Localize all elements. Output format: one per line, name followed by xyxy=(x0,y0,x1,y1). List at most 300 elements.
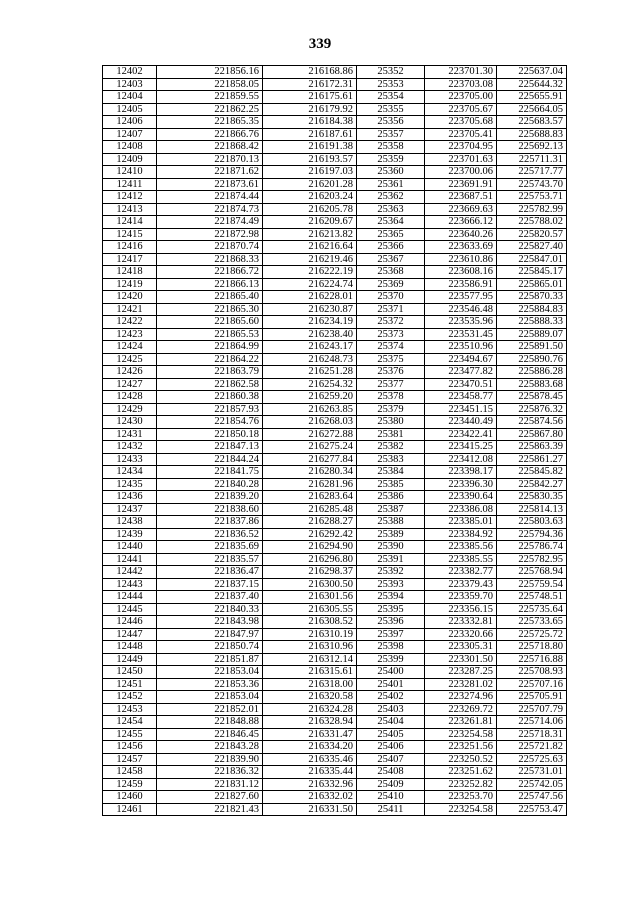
point-id-b-cell: 25377 xyxy=(357,378,425,391)
y-coordinate-a-cell: 216332.02 xyxy=(263,791,357,804)
x-coordinate-b-cell: 223451.15 xyxy=(425,403,497,416)
y-coordinate-b-cell: 225743.70 xyxy=(497,178,567,191)
x-coordinate-a-cell: 221831.12 xyxy=(157,778,263,791)
table-row xyxy=(103,553,567,566)
table-row xyxy=(103,403,567,416)
x-coordinate-a-cell: 221863.79 xyxy=(157,366,263,379)
x-coordinate-a-cell: 221862.58 xyxy=(157,378,263,391)
y-coordinate-b-cell: 225820.57 xyxy=(497,228,567,241)
x-coordinate-b-cell: 223610.86 xyxy=(425,253,497,266)
point-id-a-cell: 12447 xyxy=(103,628,157,641)
x-coordinate-b-cell: 223691.91 xyxy=(425,178,497,191)
y-coordinate-b-cell: 225876.32 xyxy=(497,403,567,416)
y-coordinate-a-cell: 216184.38 xyxy=(263,116,357,129)
y-coordinate-b-cell: 225827.40 xyxy=(497,241,567,254)
y-coordinate-b-cell: 225814.13 xyxy=(497,503,567,516)
point-id-b-cell: 25355 xyxy=(357,103,425,116)
point-id-a-cell: 12420 xyxy=(103,291,157,304)
x-coordinate-a-cell: 221859.55 xyxy=(157,91,263,104)
point-id-b-cell: 25354 xyxy=(357,91,425,104)
x-coordinate-b-cell: 223281.02 xyxy=(425,678,497,691)
x-coordinate-a-cell: 221873.61 xyxy=(157,178,263,191)
y-coordinate-a-cell: 216277.84 xyxy=(263,453,357,466)
y-coordinate-b-cell: 225708.93 xyxy=(497,666,567,679)
point-id-a-cell: 12415 xyxy=(103,228,157,241)
table-row xyxy=(103,616,567,629)
point-id-b-cell: 25386 xyxy=(357,491,425,504)
table-row xyxy=(103,103,567,116)
y-coordinate-a-cell: 216216.64 xyxy=(263,241,357,254)
x-coordinate-a-cell: 221843.28 xyxy=(157,741,263,754)
x-coordinate-b-cell: 223704.95 xyxy=(425,141,497,154)
y-coordinate-a-cell: 216310.96 xyxy=(263,641,357,654)
page-number: 339 xyxy=(308,36,332,52)
x-coordinate-b-cell: 223669.63 xyxy=(425,203,497,216)
x-coordinate-b-cell: 223301.50 xyxy=(425,653,497,666)
point-id-b-cell: 25394 xyxy=(357,591,425,604)
y-coordinate-a-cell: 216275.24 xyxy=(263,441,357,454)
point-id-a-cell: 12446 xyxy=(103,616,157,629)
point-id-b-cell: 25358 xyxy=(357,141,425,154)
point-id-a-cell: 12436 xyxy=(103,491,157,504)
y-coordinate-a-cell: 216310.19 xyxy=(263,628,357,641)
x-coordinate-a-cell: 221865.60 xyxy=(157,316,263,329)
y-coordinate-b-cell: 225714.06 xyxy=(497,716,567,729)
y-coordinate-b-cell: 225842.27 xyxy=(497,478,567,491)
point-id-a-cell: 12409 xyxy=(103,153,157,166)
y-coordinate-b-cell: 225718.80 xyxy=(497,641,567,654)
y-coordinate-b-cell: 225742.05 xyxy=(497,778,567,791)
table-row xyxy=(103,378,567,391)
y-coordinate-b-cell: 225845.17 xyxy=(497,266,567,279)
x-coordinate-a-cell: 221874.49 xyxy=(157,216,263,229)
point-id-a-cell: 12423 xyxy=(103,328,157,341)
x-coordinate-b-cell: 223546.48 xyxy=(425,303,497,316)
x-coordinate-a-cell: 221821.43 xyxy=(157,803,263,816)
x-coordinate-b-cell: 223700.06 xyxy=(425,166,497,179)
point-id-a-cell: 12456 xyxy=(103,741,157,754)
point-id-b-cell: 25401 xyxy=(357,678,425,691)
point-id-b-cell: 25356 xyxy=(357,116,425,129)
point-id-b-cell: 25391 xyxy=(357,553,425,566)
x-coordinate-a-cell: 221865.53 xyxy=(157,328,263,341)
y-coordinate-a-cell: 216294.90 xyxy=(263,541,357,554)
point-id-a-cell: 12427 xyxy=(103,378,157,391)
table-row xyxy=(103,78,567,91)
x-coordinate-a-cell: 221853.36 xyxy=(157,678,263,691)
point-id-b-cell: 25400 xyxy=(357,666,425,679)
y-coordinate-a-cell: 216179.92 xyxy=(263,103,357,116)
y-coordinate-b-cell: 225637.04 xyxy=(497,66,567,79)
point-id-a-cell: 12414 xyxy=(103,216,157,229)
x-coordinate-b-cell: 223701.63 xyxy=(425,153,497,166)
x-coordinate-b-cell: 223253.70 xyxy=(425,791,497,804)
point-id-a-cell: 12419 xyxy=(103,278,157,291)
x-coordinate-b-cell: 223415.25 xyxy=(425,441,497,454)
point-id-a-cell: 12444 xyxy=(103,591,157,604)
y-coordinate-a-cell: 216292.42 xyxy=(263,528,357,541)
x-coordinate-a-cell: 221827.60 xyxy=(157,791,263,804)
point-id-b-cell: 25367 xyxy=(357,253,425,266)
y-coordinate-a-cell: 216248.73 xyxy=(263,353,357,366)
point-id-a-cell: 12421 xyxy=(103,303,157,316)
table-row xyxy=(103,366,567,379)
x-coordinate-a-cell: 221864.22 xyxy=(157,353,263,366)
y-coordinate-a-cell: 216263.85 xyxy=(263,403,357,416)
y-coordinate-a-cell: 216243.17 xyxy=(263,341,357,354)
point-id-a-cell: 12410 xyxy=(103,166,157,179)
table-row xyxy=(103,528,567,541)
table-row xyxy=(103,478,567,491)
x-coordinate-a-cell: 221874.73 xyxy=(157,203,263,216)
y-coordinate-a-cell: 216298.37 xyxy=(263,566,357,579)
y-coordinate-a-cell: 216296.80 xyxy=(263,553,357,566)
point-id-a-cell: 12454 xyxy=(103,716,157,729)
x-coordinate-b-cell: 223705.00 xyxy=(425,91,497,104)
y-coordinate-b-cell: 225748.51 xyxy=(497,591,567,604)
y-coordinate-b-cell: 225788.02 xyxy=(497,216,567,229)
point-id-a-cell: 12458 xyxy=(103,766,157,779)
y-coordinate-a-cell: 216312.14 xyxy=(263,653,357,666)
y-coordinate-b-cell: 225878.45 xyxy=(497,391,567,404)
table-row xyxy=(103,578,567,591)
point-id-b-cell: 25396 xyxy=(357,616,425,629)
point-id-a-cell: 12449 xyxy=(103,653,157,666)
table-row xyxy=(103,666,567,679)
x-coordinate-a-cell: 221838.60 xyxy=(157,503,263,516)
x-coordinate-b-cell: 223666.12 xyxy=(425,216,497,229)
y-coordinate-a-cell: 216191.38 xyxy=(263,141,357,154)
point-id-a-cell: 12403 xyxy=(103,78,157,91)
y-coordinate-b-cell: 225753.47 xyxy=(497,803,567,816)
point-id-b-cell: 25374 xyxy=(357,341,425,354)
table-row xyxy=(103,678,567,691)
y-coordinate-a-cell: 216288.27 xyxy=(263,516,357,529)
x-coordinate-a-cell: 221866.76 xyxy=(157,128,263,141)
table-row xyxy=(103,603,567,616)
point-id-b-cell: 25379 xyxy=(357,403,425,416)
y-coordinate-b-cell: 225664.05 xyxy=(497,103,567,116)
y-coordinate-a-cell: 216324.28 xyxy=(263,703,357,716)
table-row xyxy=(103,141,567,154)
point-id-b-cell: 25410 xyxy=(357,791,425,804)
point-id-a-cell: 12441 xyxy=(103,553,157,566)
point-id-a-cell: 12440 xyxy=(103,541,157,554)
table-row xyxy=(103,753,567,766)
point-id-b-cell: 25388 xyxy=(357,516,425,529)
x-coordinate-b-cell: 223412.08 xyxy=(425,453,497,466)
x-coordinate-b-cell: 223608.16 xyxy=(425,266,497,279)
y-coordinate-b-cell: 225705.91 xyxy=(497,691,567,704)
x-coordinate-b-cell: 223261.81 xyxy=(425,716,497,729)
table-row xyxy=(103,778,567,791)
point-id-b-cell: 25407 xyxy=(357,753,425,766)
point-id-b-cell: 25363 xyxy=(357,203,425,216)
point-id-a-cell: 12459 xyxy=(103,778,157,791)
y-coordinate-b-cell: 225865.01 xyxy=(497,278,567,291)
y-coordinate-b-cell: 225782.99 xyxy=(497,203,567,216)
point-id-a-cell: 12428 xyxy=(103,391,157,404)
y-coordinate-a-cell: 216238.40 xyxy=(263,328,357,341)
x-coordinate-a-cell: 221865.35 xyxy=(157,116,263,129)
y-coordinate-b-cell: 225870.33 xyxy=(497,291,567,304)
table-row xyxy=(103,116,567,129)
x-coordinate-b-cell: 223577.95 xyxy=(425,291,497,304)
table-row xyxy=(103,541,567,554)
point-id-b-cell: 25384 xyxy=(357,466,425,479)
table-row xyxy=(103,191,567,204)
x-coordinate-b-cell: 223535.96 xyxy=(425,316,497,329)
x-coordinate-a-cell: 221866.13 xyxy=(157,278,263,291)
point-id-b-cell: 25382 xyxy=(357,441,425,454)
point-id-b-cell: 25397 xyxy=(357,628,425,641)
point-id-a-cell: 12453 xyxy=(103,703,157,716)
point-id-a-cell: 12439 xyxy=(103,528,157,541)
x-coordinate-a-cell: 221870.74 xyxy=(157,241,263,254)
x-coordinate-b-cell: 223705.68 xyxy=(425,116,497,129)
table-row xyxy=(103,178,567,191)
x-coordinate-a-cell: 221837.86 xyxy=(157,516,263,529)
point-id-a-cell: 12422 xyxy=(103,316,157,329)
y-coordinate-a-cell: 216234.19 xyxy=(263,316,357,329)
table-row xyxy=(103,503,567,516)
y-coordinate-a-cell: 216300.50 xyxy=(263,578,357,591)
y-coordinate-a-cell: 216283.64 xyxy=(263,491,357,504)
point-id-b-cell: 25375 xyxy=(357,353,425,366)
point-id-b-cell: 25405 xyxy=(357,728,425,741)
x-coordinate-a-cell: 221864.99 xyxy=(157,341,263,354)
y-coordinate-a-cell: 216197.03 xyxy=(263,166,357,179)
x-coordinate-b-cell: 223390.64 xyxy=(425,491,497,504)
x-coordinate-a-cell: 221844.24 xyxy=(157,453,263,466)
table-row xyxy=(103,491,567,504)
x-coordinate-a-cell: 221850.74 xyxy=(157,641,263,654)
y-coordinate-a-cell: 216335.44 xyxy=(263,766,357,779)
table-row xyxy=(103,341,567,354)
x-coordinate-b-cell: 223382.77 xyxy=(425,566,497,579)
table-row xyxy=(103,453,567,466)
x-coordinate-a-cell: 221872.98 xyxy=(157,228,263,241)
y-coordinate-a-cell: 216331.50 xyxy=(263,803,357,816)
x-coordinate-b-cell: 223422.41 xyxy=(425,428,497,441)
point-id-b-cell: 25369 xyxy=(357,278,425,291)
point-id-a-cell: 12411 xyxy=(103,178,157,191)
x-coordinate-a-cell: 221853.04 xyxy=(157,666,263,679)
point-id-a-cell: 12402 xyxy=(103,66,157,79)
x-coordinate-a-cell: 221852.01 xyxy=(157,703,263,716)
y-coordinate-b-cell: 225717.77 xyxy=(497,166,567,179)
y-coordinate-a-cell: 216251.28 xyxy=(263,366,357,379)
x-coordinate-b-cell: 223703.08 xyxy=(425,78,497,91)
y-coordinate-a-cell: 216335.46 xyxy=(263,753,357,766)
table-row xyxy=(103,128,567,141)
x-coordinate-a-cell: 221839.20 xyxy=(157,491,263,504)
y-coordinate-b-cell: 225683.57 xyxy=(497,116,567,129)
point-id-b-cell: 25390 xyxy=(357,541,425,554)
table-row xyxy=(103,728,567,741)
y-coordinate-b-cell: 225867.80 xyxy=(497,428,567,441)
point-id-a-cell: 12461 xyxy=(103,803,157,816)
y-coordinate-b-cell: 225725.63 xyxy=(497,753,567,766)
x-coordinate-a-cell: 221868.42 xyxy=(157,141,263,154)
x-coordinate-b-cell: 223705.67 xyxy=(425,103,497,116)
x-coordinate-b-cell: 223287.25 xyxy=(425,666,497,679)
x-coordinate-b-cell: 223477.82 xyxy=(425,366,497,379)
y-coordinate-a-cell: 216219.46 xyxy=(263,253,357,266)
table-row xyxy=(103,353,567,366)
x-coordinate-a-cell: 221870.13 xyxy=(157,153,263,166)
point-id-b-cell: 25370 xyxy=(357,291,425,304)
point-id-a-cell: 12451 xyxy=(103,678,157,691)
table-row xyxy=(103,241,567,254)
y-coordinate-a-cell: 216175.61 xyxy=(263,91,357,104)
x-coordinate-b-cell: 223250.52 xyxy=(425,753,497,766)
y-coordinate-b-cell: 225830.35 xyxy=(497,491,567,504)
point-id-b-cell: 25408 xyxy=(357,766,425,779)
x-coordinate-b-cell: 223705.41 xyxy=(425,128,497,141)
y-coordinate-b-cell: 225721.82 xyxy=(497,741,567,754)
table-row xyxy=(103,153,567,166)
y-coordinate-b-cell: 225655.91 xyxy=(497,91,567,104)
point-id-a-cell: 12413 xyxy=(103,203,157,216)
x-coordinate-b-cell: 223458.77 xyxy=(425,391,497,404)
table-row xyxy=(103,691,567,704)
table-row xyxy=(103,391,567,404)
table-row xyxy=(103,91,567,104)
point-id-b-cell: 25393 xyxy=(357,578,425,591)
y-coordinate-b-cell: 225890.76 xyxy=(497,353,567,366)
y-coordinate-a-cell: 216168.86 xyxy=(263,66,357,79)
point-id-a-cell: 12407 xyxy=(103,128,157,141)
y-coordinate-a-cell: 216285.48 xyxy=(263,503,357,516)
y-coordinate-b-cell: 225692.13 xyxy=(497,141,567,154)
point-id-b-cell: 25404 xyxy=(357,716,425,729)
table-row xyxy=(103,628,567,641)
y-coordinate-b-cell: 225782.95 xyxy=(497,553,567,566)
x-coordinate-b-cell: 223385.56 xyxy=(425,541,497,554)
table-row xyxy=(103,316,567,329)
x-coordinate-a-cell: 221862.25 xyxy=(157,103,263,116)
x-coordinate-b-cell: 223470.51 xyxy=(425,378,497,391)
x-coordinate-a-cell: 221850.18 xyxy=(157,428,263,441)
y-coordinate-a-cell: 216222.19 xyxy=(263,266,357,279)
point-id-a-cell: 12417 xyxy=(103,253,157,266)
y-coordinate-b-cell: 225768.94 xyxy=(497,566,567,579)
y-coordinate-b-cell: 225753.71 xyxy=(497,191,567,204)
x-coordinate-a-cell: 221871.62 xyxy=(157,166,263,179)
table-row xyxy=(103,253,567,266)
x-coordinate-a-cell: 221837.15 xyxy=(157,578,263,591)
y-coordinate-b-cell: 225725.72 xyxy=(497,628,567,641)
x-coordinate-a-cell: 221840.28 xyxy=(157,478,263,491)
y-coordinate-a-cell: 216209.67 xyxy=(263,216,357,229)
point-id-b-cell: 25387 xyxy=(357,503,425,516)
y-coordinate-b-cell: 225863.39 xyxy=(497,441,567,454)
x-coordinate-b-cell: 223254.58 xyxy=(425,803,497,816)
y-coordinate-a-cell: 216201.28 xyxy=(263,178,357,191)
y-coordinate-b-cell: 225794.36 xyxy=(497,528,567,541)
table-row xyxy=(103,166,567,179)
table-row xyxy=(103,441,567,454)
point-id-b-cell: 25365 xyxy=(357,228,425,241)
y-coordinate-a-cell: 216308.52 xyxy=(263,616,357,629)
y-coordinate-a-cell: 216213.82 xyxy=(263,228,357,241)
y-coordinate-b-cell: 225688.83 xyxy=(497,128,567,141)
table-row xyxy=(103,803,567,816)
y-coordinate-a-cell: 216268.03 xyxy=(263,416,357,429)
point-id-b-cell: 25353 xyxy=(357,78,425,91)
x-coordinate-b-cell: 223356.15 xyxy=(425,603,497,616)
x-coordinate-a-cell: 221848.88 xyxy=(157,716,263,729)
x-coordinate-b-cell: 223640.26 xyxy=(425,228,497,241)
point-id-b-cell: 25362 xyxy=(357,191,425,204)
y-coordinate-b-cell: 225886.28 xyxy=(497,366,567,379)
y-coordinate-b-cell: 225861.27 xyxy=(497,453,567,466)
point-id-a-cell: 12437 xyxy=(103,503,157,516)
x-coordinate-a-cell: 221854.76 xyxy=(157,416,263,429)
point-id-a-cell: 12429 xyxy=(103,403,157,416)
y-coordinate-a-cell: 216203.24 xyxy=(263,191,357,204)
y-coordinate-b-cell: 225884.83 xyxy=(497,303,567,316)
point-id-a-cell: 12443 xyxy=(103,578,157,591)
point-id-a-cell: 12450 xyxy=(103,666,157,679)
table-row xyxy=(103,416,567,429)
point-id-b-cell: 25389 xyxy=(357,528,425,541)
x-coordinate-b-cell: 223251.62 xyxy=(425,766,497,779)
point-id-a-cell: 12416 xyxy=(103,241,157,254)
point-id-b-cell: 25406 xyxy=(357,741,425,754)
x-coordinate-a-cell: 221839.90 xyxy=(157,753,263,766)
x-coordinate-a-cell: 221860.38 xyxy=(157,391,263,404)
x-coordinate-a-cell: 221856.16 xyxy=(157,66,263,79)
x-coordinate-b-cell: 223701.30 xyxy=(425,66,497,79)
y-coordinate-b-cell: 225891.50 xyxy=(497,341,567,354)
table-row xyxy=(103,466,567,479)
x-coordinate-b-cell: 223379.43 xyxy=(425,578,497,591)
x-coordinate-b-cell: 223633.69 xyxy=(425,241,497,254)
table-row xyxy=(103,428,567,441)
point-id-a-cell: 12418 xyxy=(103,266,157,279)
x-coordinate-a-cell: 221857.93 xyxy=(157,403,263,416)
coordinates-table-body xyxy=(103,66,567,816)
y-coordinate-a-cell: 216281.96 xyxy=(263,478,357,491)
y-coordinate-b-cell: 225718.31 xyxy=(497,728,567,741)
y-coordinate-a-cell: 216205.78 xyxy=(263,203,357,216)
y-coordinate-a-cell: 216318.00 xyxy=(263,678,357,691)
x-coordinate-b-cell: 223254.58 xyxy=(425,728,497,741)
point-id-a-cell: 12426 xyxy=(103,366,157,379)
table-row xyxy=(103,566,567,579)
point-id-b-cell: 25380 xyxy=(357,416,425,429)
point-id-a-cell: 12408 xyxy=(103,141,157,154)
x-coordinate-a-cell: 221847.13 xyxy=(157,441,263,454)
y-coordinate-b-cell: 225711.31 xyxy=(497,153,567,166)
point-id-a-cell: 12435 xyxy=(103,478,157,491)
x-coordinate-a-cell: 221840.33 xyxy=(157,603,263,616)
y-coordinate-a-cell: 216328.94 xyxy=(263,716,357,729)
point-id-a-cell: 12430 xyxy=(103,416,157,429)
y-coordinate-b-cell: 225644.32 xyxy=(497,78,567,91)
point-id-b-cell: 25360 xyxy=(357,166,425,179)
table-row xyxy=(103,303,567,316)
y-coordinate-b-cell: 225759.54 xyxy=(497,578,567,591)
y-coordinate-a-cell: 216320.58 xyxy=(263,691,357,704)
x-coordinate-b-cell: 223687.51 xyxy=(425,191,497,204)
x-coordinate-b-cell: 223386.08 xyxy=(425,503,497,516)
x-coordinate-a-cell: 221846.45 xyxy=(157,728,263,741)
point-id-a-cell: 12425 xyxy=(103,353,157,366)
y-coordinate-a-cell: 216305.55 xyxy=(263,603,357,616)
